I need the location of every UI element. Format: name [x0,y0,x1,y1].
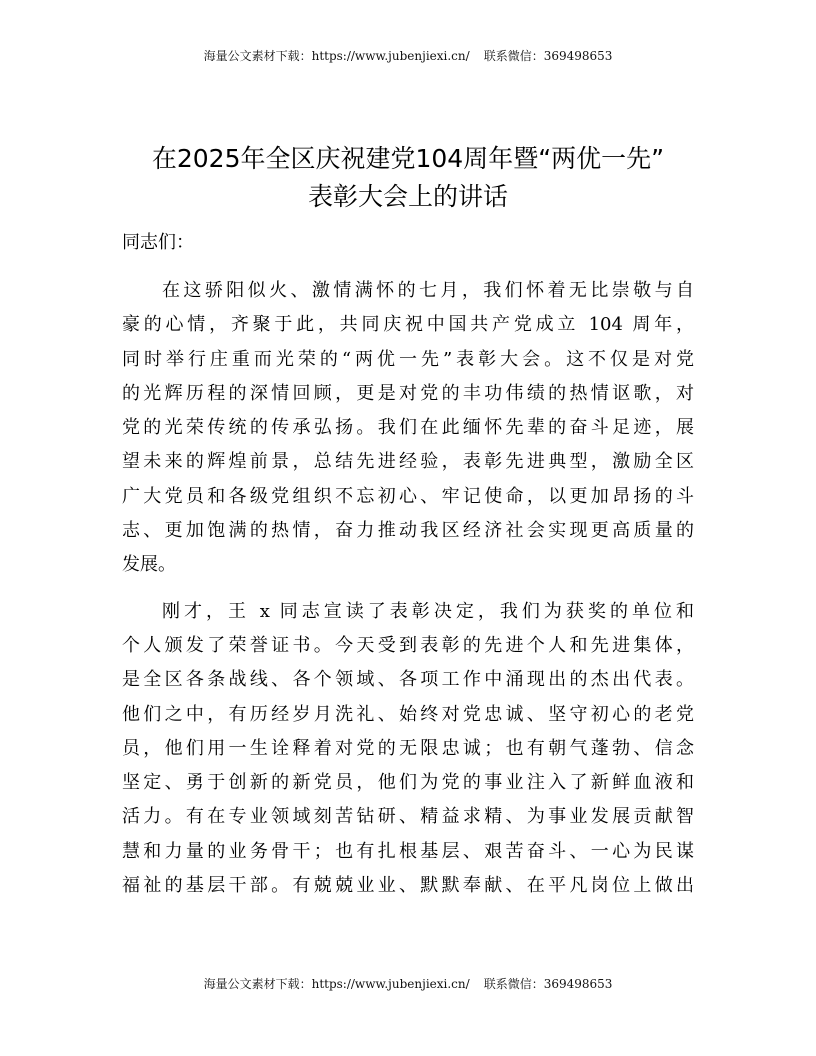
header-contact-text: 联系微信：369498653 [483,49,613,63]
text-line: 志、更加饱满的热情，奋力推动我区经济社会实现更高质量的 [122,520,694,542]
text-line: 党的光荣传统的传承弘扬。我们在此缅怀先辈的奋斗足迹，展 [122,417,694,439]
page-footer [0,976,816,992]
title-line-2: 表彰大会上的讲话 [307,182,508,211]
title-line-1: 在2025年全区庆祝建党104周年暨“两优一先” [151,144,665,173]
text-line: 在这骄阳似火、激情满怀的七月，我们怀着无比崇敬与自 [162,280,694,301]
text-line: 坚定、勇于创新的新党员，他们为党的事业注入了新鲜血液和 [122,772,694,794]
text-line: 广大党员和各级党组织不忘初心、牢记使命，以更加昂扬的斗 [122,485,694,507]
text-line: 员，他们用一生诠释着对党的无限忠诚；也有朝气蓬勃、信念 [122,737,694,759]
footer-contact-text: 联系微信：369498653 [483,977,613,991]
page-header [0,48,816,64]
document-title [100,140,716,216]
text-line: 福祉的基层干部。有兢兢业业、默默奉献、在平凡岗位上做出 [122,875,694,897]
text-line: 的光辉历程的深情回顾，更是对党的丰功伟绩的热情讴歌，对 [122,382,694,404]
salutation: 同志们： [122,232,194,253]
paragraph-2 [122,595,694,904]
footer-download-link-text: 海量公文素材下载：https://www.jubenjiexi.cn/ [203,977,470,991]
paragraph-1 [122,274,694,583]
text-line: 刚才，王 x 同志宣读了表彰决定，我们为获奖的单位和 [162,600,694,622]
text-line: 慧和力量的业务骨干；也有扎根基层、艰苦奋斗、一心为民谋 [122,840,694,862]
text-line: 他们之中，有历经岁月洗礼、始终对党忠诚、坚守初心的老党 [122,703,694,725]
document-body [122,274,694,915]
text-line: 活力。有在专业领域刻苦钻研、精益求精、为事业发展贡献智 [122,806,694,828]
text-line: 同时举行庄重而光荣的“两优一先”表彰大会。这不仅是对党 [122,348,694,370]
text-line: 发展。 [122,554,176,576]
header-download-link-text: 海量公文素材下载：https://www.jubenjiexi.cn/ [203,49,470,63]
text-line: 望未来的辉煌前景，总结先进经验，表彰先进典型，激励全区 [122,451,694,473]
text-line: 豪的心情，齐聚于此，共同庆祝中国共产党成立 104 周年， [122,314,694,336]
text-line: 个人颁发了荣誉证书。今天受到表彰的先进个人和先进集体， [122,634,694,656]
text-line: 是全区各条战线、各个领域、各项工作中涌现出的杰出代表。 [122,669,694,691]
